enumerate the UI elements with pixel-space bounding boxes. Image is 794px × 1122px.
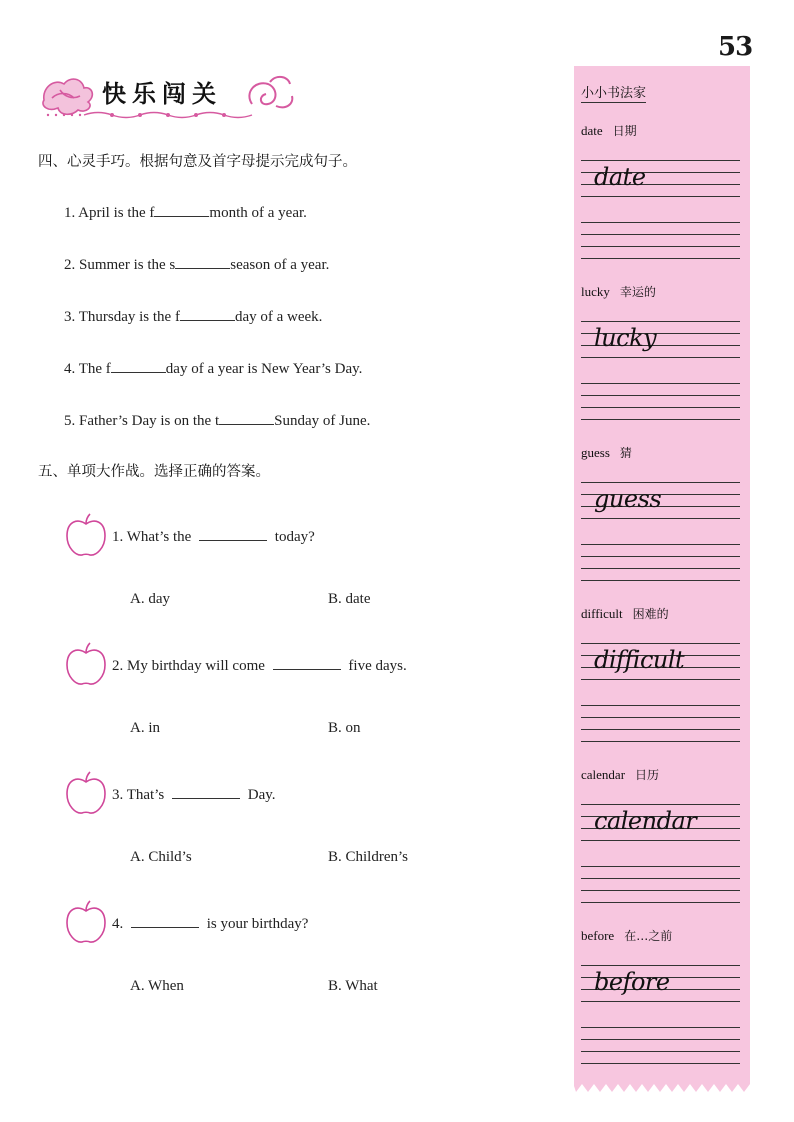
question-prefix: 4.: [112, 916, 124, 932]
sentence-suffix: month of a year.: [209, 205, 307, 221]
script-word: before: [594, 968, 670, 996]
option-b[interactable]: B. on: [328, 720, 361, 736]
sentence-prefix: 2. Summer is the s: [64, 257, 176, 273]
script-word: calendar: [594, 807, 697, 835]
vocab-label: [581, 283, 656, 300]
sentence-prefix: 3. Thursday is the f: [64, 309, 180, 325]
option-b[interactable]: B. date: [328, 591, 371, 607]
vocab-english: calendar: [581, 767, 626, 782]
calligraphy-title: 小小书法家: [581, 82, 646, 103]
banner-title: 快乐闯关: [102, 79, 222, 108]
answer-blank[interactable]: [154, 202, 209, 217]
vocab-english: lucky: [581, 284, 610, 299]
vocab-label: [581, 766, 659, 783]
question-prefix: 2. My birthday will come: [112, 658, 265, 674]
question-suffix: is your birthday?: [206, 916, 309, 932]
question-suffix: Day.: [247, 787, 276, 803]
vocab-english: guess: [581, 445, 610, 460]
sentence-suffix: Sunday of June.: [274, 413, 371, 429]
script-word: guess: [594, 485, 662, 513]
sentence-prefix: 1. April is the f: [64, 205, 155, 221]
section-5-heading: 五、单项大作战。选择正确的答案。: [38, 464, 270, 480]
vocab-chinese: 困难的: [632, 607, 669, 621]
vocab-chinese: 猜: [619, 446, 632, 460]
sentence-prefix: 5. Father’s Day is on the t: [64, 413, 220, 429]
page-number: 53: [718, 32, 753, 62]
answer-blank[interactable]: [180, 306, 235, 321]
fill-in-sentence-2: [64, 254, 329, 274]
option-b[interactable]: B. What: [328, 978, 378, 994]
vocab-chinese: 日历: [635, 768, 660, 782]
sentence-suffix: season of a year.: [230, 257, 330, 273]
apple-icon: [64, 512, 108, 558]
fill-in-sentence-1: [64, 202, 307, 222]
sentence-prefix: 4. The f: [64, 361, 111, 377]
question-suffix: today?: [274, 529, 315, 545]
answer-blank[interactable]: [172, 784, 240, 799]
vocab-label: [581, 444, 632, 461]
vocab-label: [581, 122, 637, 139]
answer-blank[interactable]: [111, 358, 166, 373]
option-b[interactable]: B. Children’s: [328, 849, 409, 865]
choice-question-2: [112, 655, 407, 675]
option-a[interactable]: A. Child’s: [130, 849, 192, 865]
question-suffix: five days.: [348, 658, 407, 674]
apple-icon: [64, 770, 108, 816]
question-prefix: 3. That’s: [112, 787, 165, 803]
vocab-chinese: 在…之前: [624, 929, 673, 943]
section-4-heading: 四、心灵手巧。根据句意及首字母提示完成句子。: [38, 154, 357, 170]
script-word: lucky: [594, 324, 657, 352]
vocab-english: date: [581, 123, 603, 138]
choice-question-1: [112, 526, 315, 546]
choice-question-3: [112, 784, 276, 804]
sentence-suffix: day of a year is New Year’s Day.: [165, 361, 363, 377]
fill-in-sentence-3: [64, 306, 322, 326]
vocab-english: difficult: [581, 606, 623, 621]
fill-in-sentence-4: [64, 358, 362, 378]
script-word: date: [594, 163, 646, 191]
option-a[interactable]: A. in: [130, 720, 160, 736]
answer-blank[interactable]: [199, 526, 267, 541]
answer-blank[interactable]: [131, 913, 199, 928]
option-a[interactable]: A. day: [130, 591, 170, 607]
vocab-label: [581, 927, 672, 944]
option-a[interactable]: A. When: [130, 978, 184, 994]
vocab-chinese: 幸运的: [619, 285, 656, 299]
answer-blank[interactable]: [219, 410, 274, 425]
apple-icon: [64, 641, 108, 687]
choice-question-4: [112, 913, 308, 933]
script-word: difficult: [594, 646, 685, 674]
answer-blank[interactable]: [175, 254, 230, 269]
vocab-english: before: [581, 928, 615, 943]
sentence-suffix: day of a week.: [234, 309, 323, 325]
apple-icon: [64, 899, 108, 945]
header-banner: [38, 70, 300, 120]
question-prefix: 1. What’s the: [112, 529, 192, 545]
fill-in-sentence-5: [64, 410, 370, 430]
vocab-chinese: 日期: [612, 124, 637, 138]
vocab-label: [581, 605, 669, 622]
answer-blank[interactable]: [273, 655, 341, 670]
